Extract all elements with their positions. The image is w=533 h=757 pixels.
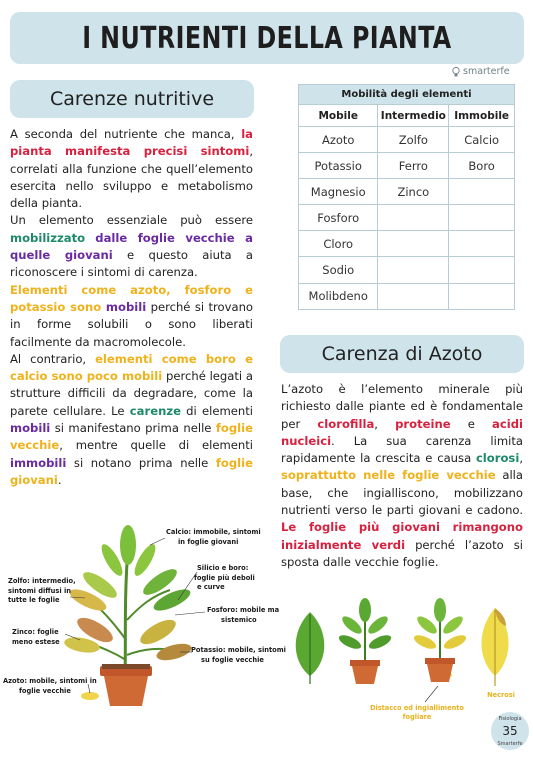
caption-necrosi: Necrosi (487, 690, 515, 699)
label-azoto: Azoto: mobile, sintomi in foglie vecchie (3, 676, 97, 695)
label-zolfo: Zolfo: intermedio, sintomi diffusi in tutte le foglie (8, 576, 76, 605)
carenze-p3: Elementi come azoto, fosforo e potassio sono mobili perché si trovano in forme solubili o sono liberati facilmente da macromolecole. (10, 282, 254, 349)
table-cell: Calcio (449, 127, 515, 153)
table-cell: Ferro (378, 153, 449, 179)
carenze-p4: Al contrario, elementi come boro e calcio sono poco mobili perché legati a strutture difficili da degradare, come la parete cellulare. Le carenze di elementi mobili si manifestano prima nelle foglie vecchie, mentre quelle di elementi immobili si notano prima nelle foglie giovani. (10, 351, 254, 487)
section-heading-carenze-label: Carenze nutritive (49, 88, 215, 110)
table-cell: Molibdeno (299, 283, 378, 309)
page-number-badge (491, 712, 529, 750)
table-cell (378, 257, 449, 283)
table-row (299, 127, 515, 153)
table-cell: Zolfo (378, 127, 449, 153)
mobility-table (298, 84, 515, 310)
carenze-p1: A seconda del nutriente che manca, la pianta manifesta precisi sintomi, correlati alla funzione che quell’elemento esercita nello sviluppo e metabolismo della pianta. (10, 127, 253, 211)
label-calcio: Calcio: immobile, sintomi in foglie giovani (166, 527, 261, 546)
carenze-paragraph (10, 126, 253, 489)
table-cell (378, 205, 449, 231)
table-row (299, 283, 515, 309)
table-cell (449, 283, 515, 309)
table-cell: Sodio (299, 257, 378, 283)
table-header-mobile: Mobile (299, 105, 378, 127)
table-cell: Azoto (299, 127, 378, 153)
table-cell: Zinco (378, 179, 449, 205)
table-header-intermedio: Intermedio (378, 105, 449, 127)
table-cell (449, 205, 515, 231)
table-row (299, 179, 515, 205)
label-fosforo: Fosforo: mobile ma sistemico (207, 605, 280, 624)
table-cell: Boro (449, 153, 515, 179)
table-cell (378, 231, 449, 257)
table-row (299, 257, 515, 283)
caption-distacco: Distacco ed ingiallimento fogliare (370, 703, 464, 721)
label-silicio-boro: Silicio e boro: foglie più deboli e curve (194, 563, 255, 592)
section-heading-carenze (10, 80, 254, 118)
label-potassio: Potassio: mobile, sintomi su foglie vecchie (191, 645, 286, 664)
page-title: I NUTRIENTI DELLA PIANTA (82, 20, 452, 56)
table-row (299, 231, 515, 257)
label-zinco: Zinco: foglie meno estese (12, 627, 60, 646)
section-heading-azoto-label: Carenza di Azoto (321, 343, 483, 365)
table-caption: Mobilità degli elementi (299, 85, 515, 105)
title-banner (10, 12, 524, 64)
table-cell: Potassio (299, 153, 378, 179)
table-cell (449, 231, 515, 257)
table-cell: Magnesio (299, 179, 378, 205)
table-cell: Fosforo (299, 205, 378, 231)
azoto-progression-illustration (285, 600, 525, 700)
table-cell (449, 257, 515, 283)
table-cell (449, 179, 515, 205)
section-heading-azoto (280, 335, 524, 373)
brand-name: smarterfe (463, 66, 510, 77)
table-cell (378, 283, 449, 309)
table-row (299, 153, 515, 179)
brand-logo (452, 66, 510, 77)
page-number: 35 (502, 724, 518, 738)
lightbulb-icon (452, 67, 460, 77)
table-cell: Cloro (299, 231, 378, 257)
badge-bottom-text: Smarterfe (497, 741, 523, 747)
azoto-paragraph (281, 381, 523, 571)
table-row (299, 205, 515, 231)
carenze-p2: Un elemento essenziale può essere mobilizzato dalle foglie vecchie a quelle giovani e questo aiuta a riconoscere i sintomi di carenza. (10, 213, 253, 280)
table-header-immobile: Immobile (449, 105, 515, 127)
badge-top-text: Fisiologia (498, 716, 522, 722)
azoto-p1: L’azoto è l’elemento minerale più richiesto dalle piante ed è fondamentale per clorofilla, proteine e acidi nucleici. La sua carenza limita rapidamente la crescita e causa clorosi, soprattutto nelle foglie vecchie alla base, che ingialliscono, mobilizzano nutrienti verso le parti giovani e cadono. Le foglie più giovani rimangono inizialmente verdi perché l’azoto si sposta dalle vecchie foglie. (281, 382, 523, 569)
